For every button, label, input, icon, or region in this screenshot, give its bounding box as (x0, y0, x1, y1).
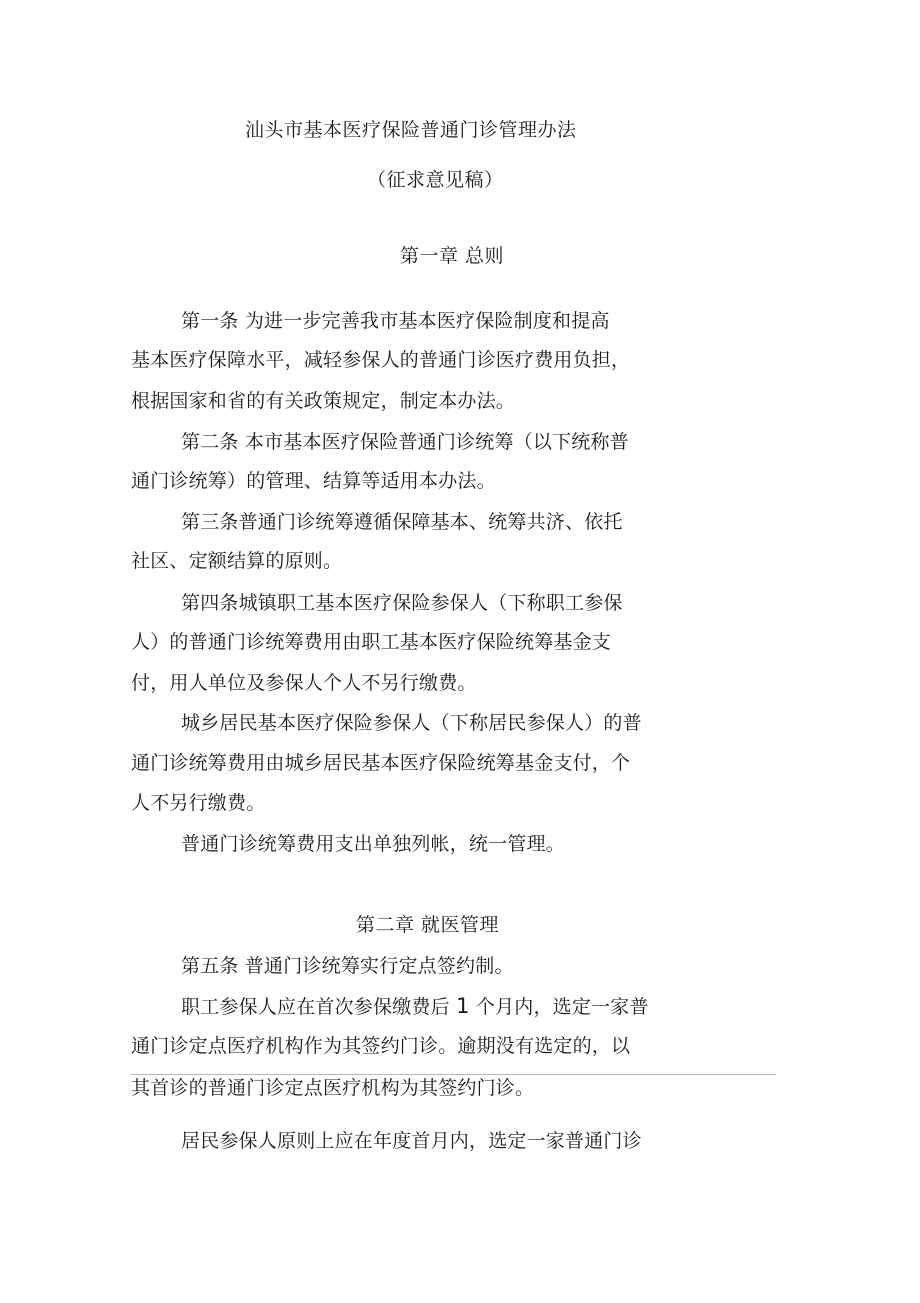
article-5-para-2-line-3: 其首诊的普通门诊定点医疗机构为其签约门诊。 (131, 1077, 535, 1099)
article-1-line-2: 基本医疗保障水平，减轻参保人的普通门诊医疗费用负担， (131, 349, 631, 371)
article-4-line-1: 第四条城镇职工基本医疗保险参保人（下称职工参保 (181, 592, 623, 614)
article-2-line-1: 第二条 本市基本医疗保险普通门诊统筹（以下统称普 (181, 431, 629, 453)
article-4-line-3: 付，用人单位及参保人个人不另行缴费。 (131, 672, 477, 694)
article-5-para-2-number: 1 (456, 994, 470, 1018)
article-3-line-2: 社区、定额结算的原则。 (131, 550, 343, 572)
article-2-line-2: 通门诊统筹）的管理、结算等适用本办法。 (131, 470, 496, 492)
article-5-line-1: 第五条 普通门诊统筹实行定点签约制。 (181, 955, 514, 977)
article-1-line-1: 第一条 为进一步完善我市基本医疗保险制度和提高 (181, 310, 610, 332)
document-title: 汕头市基本医疗保险普通门诊管理办法 (245, 119, 577, 141)
article-1-line-3: 根据国家和省的有关政策规定，制定本办法。 (131, 390, 516, 412)
chapter-2-heading: 第二章 就医管理 (356, 914, 500, 936)
chapter-1-heading: 第一章 总则 (400, 245, 505, 267)
article-5-para-2-line-2: 通门诊定点医疗机构作为其签约门诊。逾期没有选定的，以 (131, 1035, 631, 1057)
article-4-para-2-line-1: 城乡居民基本医疗保险参保人（下称居民参保人）的普 (181, 712, 642, 734)
article-5-para-2-text-a: 职工参保人应在首次参保缴费后 (181, 996, 450, 1018)
article-5-para-3-line-1: 居民参保人原则上应在年度首月内，选定一家普通门诊 (181, 1130, 642, 1152)
article-4-para-2-line-2: 通门诊统筹费用由城乡居民基本医疗保险统筹基金支付，个 (131, 752, 631, 774)
article-5-para-2-line-1 (181, 994, 649, 1019)
article-5-para-2-text-b: 个月内，选定一家普 (475, 996, 649, 1018)
document-subtitle: （征求意见稿） (367, 169, 504, 191)
article-4-para-3-line-1: 普通门诊统筹费用支出单独列帐，统一管理。 (181, 833, 566, 855)
page-divider (131, 1074, 776, 1075)
article-4-line-2: 人）的普通门诊统筹费用由职工基本医疗保险统筹基金支 (131, 631, 612, 653)
article-3-line-1: 第三条普通门诊统筹遵循保障基本、统筹共济、依托 (181, 511, 623, 533)
article-4-para-2-line-3: 人不另行缴费。 (131, 792, 266, 814)
